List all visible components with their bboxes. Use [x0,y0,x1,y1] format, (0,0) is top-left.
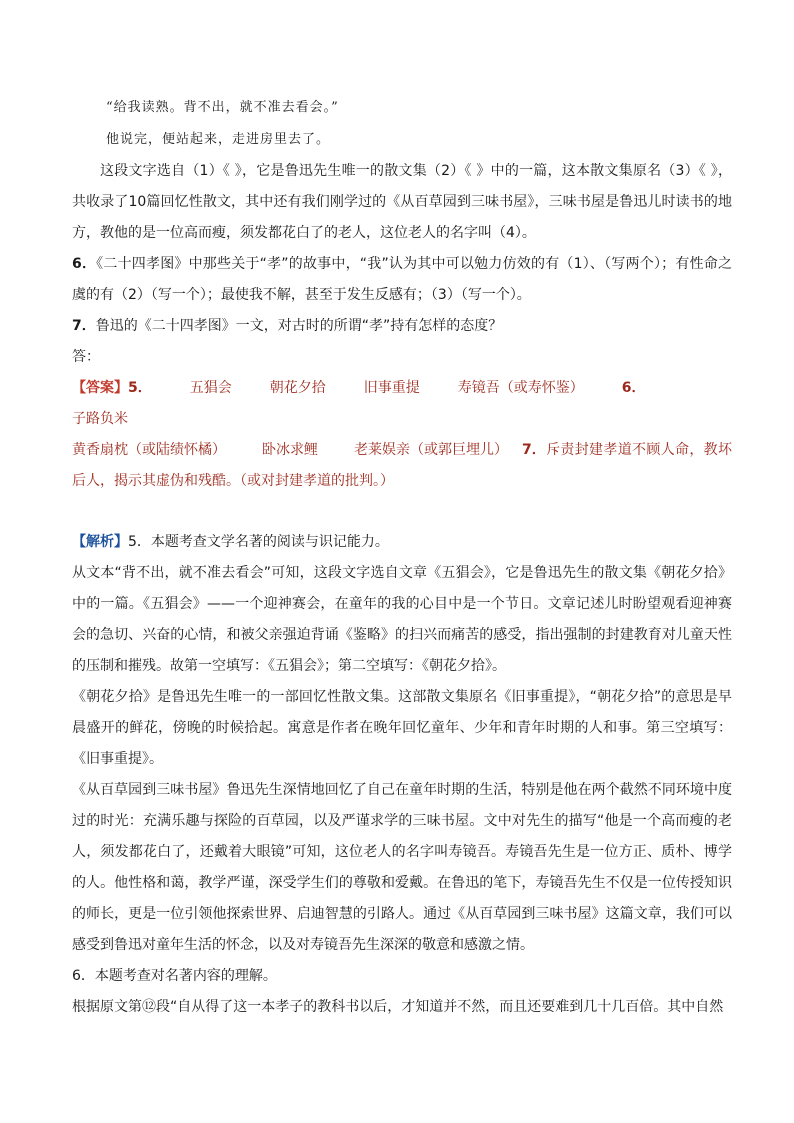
question-7 [72,311,732,342]
answer-prompt: 答： [72,349,100,365]
analysis-paragraph-2: 《朝花夕拾》是鲁迅先生唯一的一部回忆性散文集。这部散文集原名《旧事重提》，“朝花夕拾”的意思是早晨盛开的鲜花，傍晚的时候拾起。寓意是作者在晚年回忆童年、少年和青年时期的人和事。第三空填写：《旧事重提》。 [72,689,732,767]
analysis-paragraph-1: 从文本“背不出，就不准去看会”可知，这段文字选自文章《五猖会》，它是鲁迅先生的散文集《朝花夕拾》中的一篇。《五猖会》——一个迎神赛会，在童年的我的心目中是一个节日。文章记述儿时盼望观看迎神赛会的急切、兴奋的心情，和被父亲强迫背诵《鉴略》的扫兴而痛苦的感受，指出强制的封建教育对儿童天性的压制和摧残。故第一空填写：《五猖会》；第二空填写：《朝花夕拾》。 [72,565,732,674]
spacer [72,497,732,527]
answer-num-5: 5． [128,380,152,396]
quote-line-1: “给我读熟。背不出，就不准去看会。” [106,100,339,115]
quote-line-2: 他说完，便站起来，走进房里去了。 [106,132,331,147]
answer-5-1: 五猖会 [189,380,232,396]
answer-6-4: 老莱娱亲（或郭巨埋儿） [354,442,508,458]
question-7-number: 7． [72,318,96,334]
answer-6-3: 卧冰求鲤 [262,442,318,458]
question-6-text: 《二十四孝图》中那些关于“孝”的故事中，“我”认为其中可以勉力仿效的有（1）、（写两个）；有性命之虞的有（2）（写一个）；最使我不解，甚至于发生反感有；（3）（写一个）。 [72,256,732,303]
analysis-tag: 【解析】 [72,534,128,550]
question-7-text: 鲁迅的《二十四孝图》一文，对古时的所谓“孝”持有怎样的态度？ [95,318,503,334]
answer-6-1: 子路负米 [72,411,128,427]
question-5-text: 这段文字选自（1）《 》，它是鲁迅先生唯一的散文集（2）《 》中的一篇，这本散文集原名（3）《 》，共收录了10篇回忆性散文，其中还有我们刚学过的《从百草园到三味书屋》，三味书屋是鲁迅儿时读书的地方，教他的是一位高而瘦，须发都花白了的老人，这位老人的名字叫（4）。 [72,163,732,241]
answer-tag: 【答案】 [72,380,128,396]
analysis-heading [72,527,732,558]
answer-num-7: 7． [522,442,546,458]
answer-num-6: 6． [621,380,646,396]
analysis-intro: 5．本题考查文学名著的阅读与识记能力。 [128,534,389,550]
question-6-number: 6． [72,256,97,272]
answer-7: 斥责封建孝道不顾人命，教坏后人，揭示其虚伪和残酷。（或对封建孝道的批判。） [72,442,732,489]
answer-5-2: 朝花夕拾 [269,380,326,396]
question-6 [72,249,732,311]
document-page [72,92,732,1023]
analysis-paragraph-5: 根据原文第⑫段“自从得了这一本孝子的教科书以后，才知道并不然，而且还要难到几十几百倍。其中自然 [72,999,724,1015]
answer-6-2: 黄香扇枕（或陆绩怀橘） [72,442,226,458]
answer-block [72,373,732,497]
analysis-paragraph-4: 6．本题考查对名著内容的理解。 [72,968,277,984]
answer-5-4: 寿镜吾（或寿怀鉴） [457,380,584,396]
answer-5-3: 旧事重提 [363,380,420,396]
analysis-paragraph-3: 《从百草园到三味书屋》鲁迅先生深情地回忆了自己在童年时期的生活，特别是他在两个截然不同环境中度过的时光：充满乐趣与探险的百草园，以及严谨求学的三味书屋。文中对先生的描写“他是一个高而瘦的老人，须发都花白了，还戴着大眼镜”可知，这位老人的名字叫寿镜吾。寿镜吾先生是一位方正、质朴、博学的人。他性格和蔼，教学严谨，深受学生们的尊敬和爱戴。在鲁迅的笔下，寿镜吾先生不仅是一位传授知识的师长，更是一位引领他探索世界、启迪智慧的引路人。通过《从百草园到三味书屋》这篇文章，我们可以感受到鲁迅对童年生活的怀念，以及对寿镜吾先生深深的敬意和感激之情。 [72,782,732,953]
